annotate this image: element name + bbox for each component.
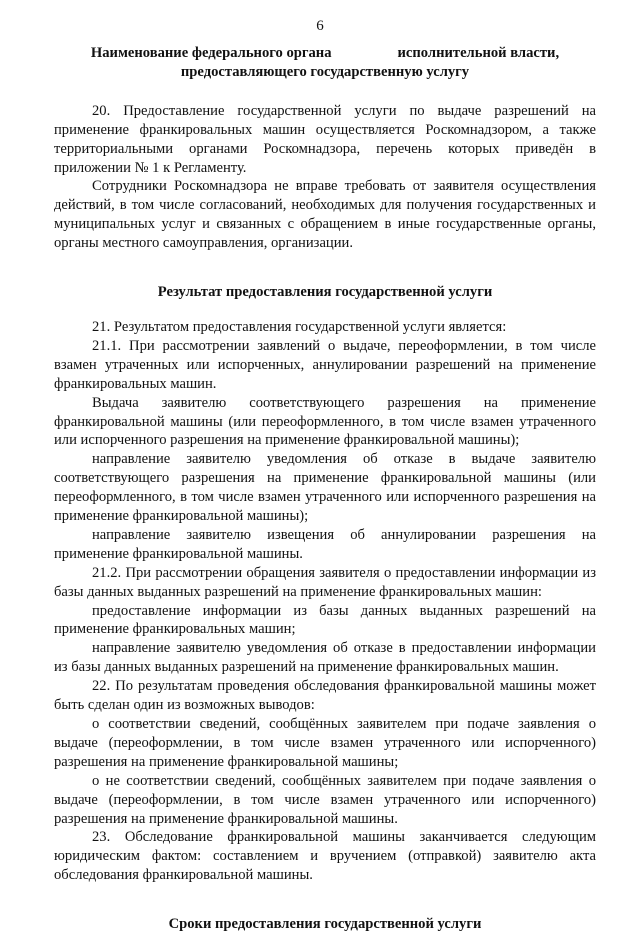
heading-line-2: предоставляющего государственную услугу: [180, 63, 470, 80]
paragraph-21-1: 21.1. При рассмотрении заявлений о выдаче, переоформлении, в том числе взамен утраченных или испорченных, аннулировании разрешений на применение франкировальных машин.: [54, 337, 596, 392]
heading-line-1-part-b: исполнительной власти,: [397, 45, 560, 61]
paragraph-issuance: Выдача заявителю соответствующего разрешения на применение франкировальной машины (или переоформленного, в том числе взамен утраченного или испорченного разрешения на применение франкировальной машины);: [54, 394, 596, 449]
paragraph-21: 21. Результатом предоставления государственной услуги является:: [92, 318, 507, 335]
paragraph-23: 23. Обследование франкировальной машины заканчивается следующим юридическим фактом: составлением и вручением (отправкой) заявителю акта обследования франкировальной машины.: [54, 829, 596, 884]
heading-line-1-part-a: Наименование федерального органа: [90, 45, 332, 61]
page-content: [54, 44, 596, 934]
paragraph-info-provision: предоставление информации из базы данных выданных разрешений на применение франкировальных машин;: [54, 602, 596, 638]
paragraph-21-2: 21.2. При рассмотрении обращения заявителя о предоставлении информации из базы данных выданных разрешений на применение франкировальных машин:: [54, 564, 596, 600]
paragraph-staff: Сотрудники Роскомнадзора не вправе требовать от заявителя осуществления действий, в том числе согласований, необходимых для получения государственных и муниципальных услуг и связанных с обращением в иные государственные органы, органы местного самоуправления, организации.: [54, 178, 596, 252]
paragraph-info-refusal: направление заявителю уведомления об отказе в предоставлении информации из базы данных выданных разрешений на применение франкировальных машин.: [54, 640, 596, 676]
paragraph-20: 20. Предоставление государственной услуги по выдаче разрешений на применение франкировальных машин осуществляется Роскомнадзором, а также территориальными органами Роскомнадзора, перечень которых приведён в приложении № 1 к Регламенту.: [54, 102, 596, 176]
section-heading-terms: Сроки предоставления государственной услуги: [168, 916, 482, 933]
section-heading-agency: [54, 44, 596, 82]
heading-line-1: [54, 44, 596, 63]
paragraph-refusal-notice: направление заявителю уведомления об отказе в выдаче заявителю соответствующего разрешения на применение франкировальной машины (или переоформленного, в том числе взамен утраченного или испорченного разрешения на применение франкировальной машины);: [54, 451, 596, 525]
section-heading-result: Результат предоставления государственной услуги: [157, 284, 493, 301]
paragraph-22: 22. По результатам проведения обследования франкировальной машины может быть сделан один из возможных выводов:: [54, 678, 596, 714]
paragraph-nonconformity: о не соответствии сведений, сообщённых заявителем при подаче заявления о выдаче (переоформлении, в том числе взамен утраченного или испорченного) разрешения на применение франкировальной машины.: [54, 772, 596, 827]
page-number: 6: [316, 18, 324, 34]
paragraph-annulment-notice: направление заявителю извещения об аннулировании разрешения на применение франкировальной машины.: [54, 526, 596, 562]
paragraph-conformity: о соответствии сведений, сообщённых заявителем при подаче заявления о выдаче (переоформлении, в том числе взамен утраченного или испорченного) разрешения на применение франкировальной машины;: [54, 716, 596, 770]
